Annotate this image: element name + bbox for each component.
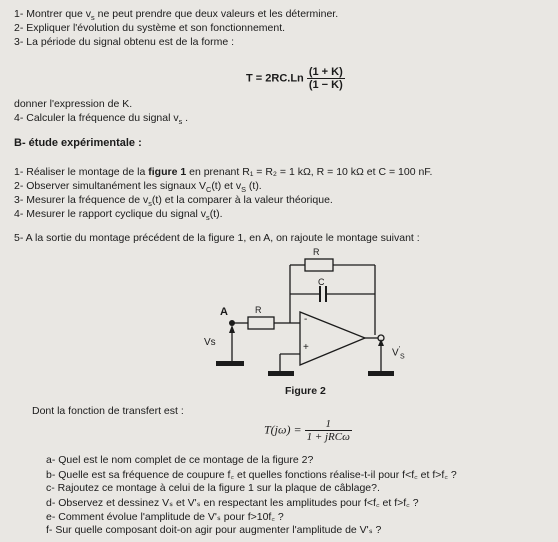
question-e: e- Comment évolue l'amplitude de V'ₛ pour f>10f꜀ ? (46, 511, 284, 523)
input-resistor (248, 317, 274, 329)
question-a4: 4- Calculer la fréquence du signal $v_s$ . (14, 112, 189, 127)
question-b3: 3- Mesurer la fréquence de $v_s(t)$ et la comparer à la valeur théorique. (14, 194, 333, 209)
question-b1: 1- Réaliser le montage de la figure 1 en prenant R₁ = R₂ = 1 kΩ, R = 10 kΩ et C = 100 nF. (14, 166, 433, 178)
ground-left (216, 361, 244, 366)
label-r-in: R (255, 305, 262, 315)
period-formula: T = 2RC.Ln $\frac{(1 + K)}{(1 - K)}$ (246, 66, 343, 91)
label-node-a: A (220, 306, 228, 318)
ground-right (368, 371, 394, 376)
label-vs-prime: $V'_S$ (392, 346, 405, 361)
op-amp (300, 312, 365, 365)
label-plus: + (303, 342, 309, 353)
question-d: d- Observez et dessinez Vₛ et V'ₛ en respectant les amplitudes pour f<f꜀ et f>f꜀ ? (46, 497, 419, 509)
figure-caption: Figure 2 (285, 385, 326, 397)
question-a3-end: donner l'expression de K. (14, 98, 133, 110)
label-r-top: R (313, 247, 320, 257)
section-heading-b: B- étude expérimentale : (14, 137, 142, 149)
question-a3: 3- La période du signal obtenu est de la forme : (14, 36, 235, 48)
question-a2: 2- Expliquer l'évolution du système et son fonctionnement. (14, 22, 286, 34)
transfer-intro: Dont la fonction de transfert est : (32, 405, 184, 417)
question-a: a- Quel est le nom complet de ce montage de la figure 2? (46, 454, 314, 466)
question-a1: 1- Montrer que $v_s$ ne peut prendre que deux valeurs et les déterminer. (14, 8, 339, 23)
question-b4: 4- Mesurer le rapport cyclique du signal $v_s(t)$. (14, 208, 223, 223)
label-vs: Vs (204, 337, 216, 348)
question-c: c- Rajoutez ce montage à celui de la figure 1 sur la plaque de câblage?. (46, 482, 380, 494)
feedback-resistor (305, 259, 333, 271)
label-minus: - (304, 314, 308, 325)
ground-middle (268, 371, 294, 376)
label-c: C (318, 277, 325, 287)
question-b: b- Quelle est sa fréquence de coupure f꜀ et quelles fonctions réalise-t-il pour f<f꜀ et f>f꜀ ? (46, 469, 457, 481)
question-b5: 5- A la sortie du montage précédent de la figure 1, en A, on rajoute le montage suivant : (14, 232, 420, 244)
question-f: f- Sur quelle composant doit-on agir pour augmenter l'amplitude de V'ₛ ? (46, 524, 382, 536)
question-b2: 2- Observer simultanément les signaux $V_C(t)$ et $v_S$ (t). (14, 180, 262, 195)
transfer-function: T(jω) = $\frac{1}{\text{1 + jRCω}}$ (264, 418, 350, 443)
